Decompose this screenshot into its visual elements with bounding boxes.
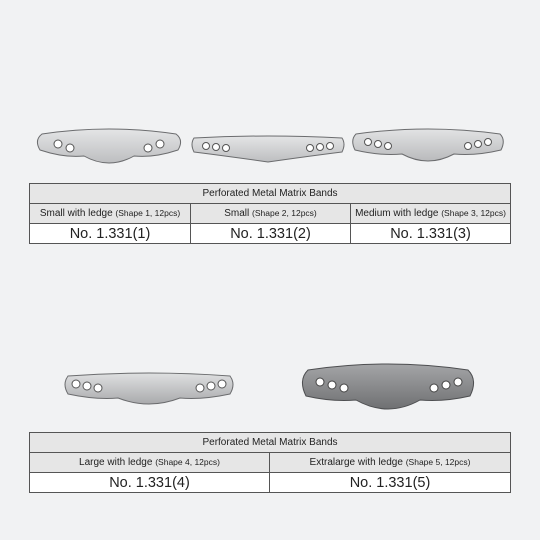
band-shape-2-image [190,132,346,168]
size-detail: (Shape 4, 12pcs) [155,457,220,467]
bottom-spec-table [29,432,511,493]
band-shape-3-image [350,126,506,172]
band-shape-1-image [34,124,184,174]
table-title: Perforated Metal Matrix Bands [30,184,511,204]
band-shape-5-image [298,362,478,420]
size-detail: (Shape 5, 12pcs) [405,457,471,467]
size-cell-shape-3 [351,204,511,224]
size-cell-shape-5 [270,453,511,473]
size-cell-shape-1 [30,204,191,224]
size-cell-shape-4 [30,453,270,473]
part-number-shape-2: No. 1.331(2) [191,224,351,244]
table-title: Perforated Metal Matrix Bands [30,433,511,453]
part-number-shape-3: No. 1.331(3) [351,224,511,244]
size-name: Medium with ledge [355,208,439,219]
top-spec-table [29,183,511,244]
part-number-shape-1: No. 1.331(1) [30,224,191,244]
size-detail: (Shape 2, 12pcs) [252,208,317,218]
part-number-shape-4: No. 1.331(4) [30,473,270,493]
size-name: Small with ledge [39,208,113,219]
size-name: Extralarge with ledge [309,457,403,468]
band-shape-4-image [62,368,236,414]
size-name: Small [224,208,250,219]
size-detail: (Shape 3, 12pcs) [441,208,506,218]
part-number-shape-5: No. 1.331(5) [270,473,511,493]
size-name: Large with ledge [79,457,153,468]
size-detail: (Shape 1, 12pcs) [115,208,181,218]
size-cell-shape-2 [191,204,351,224]
